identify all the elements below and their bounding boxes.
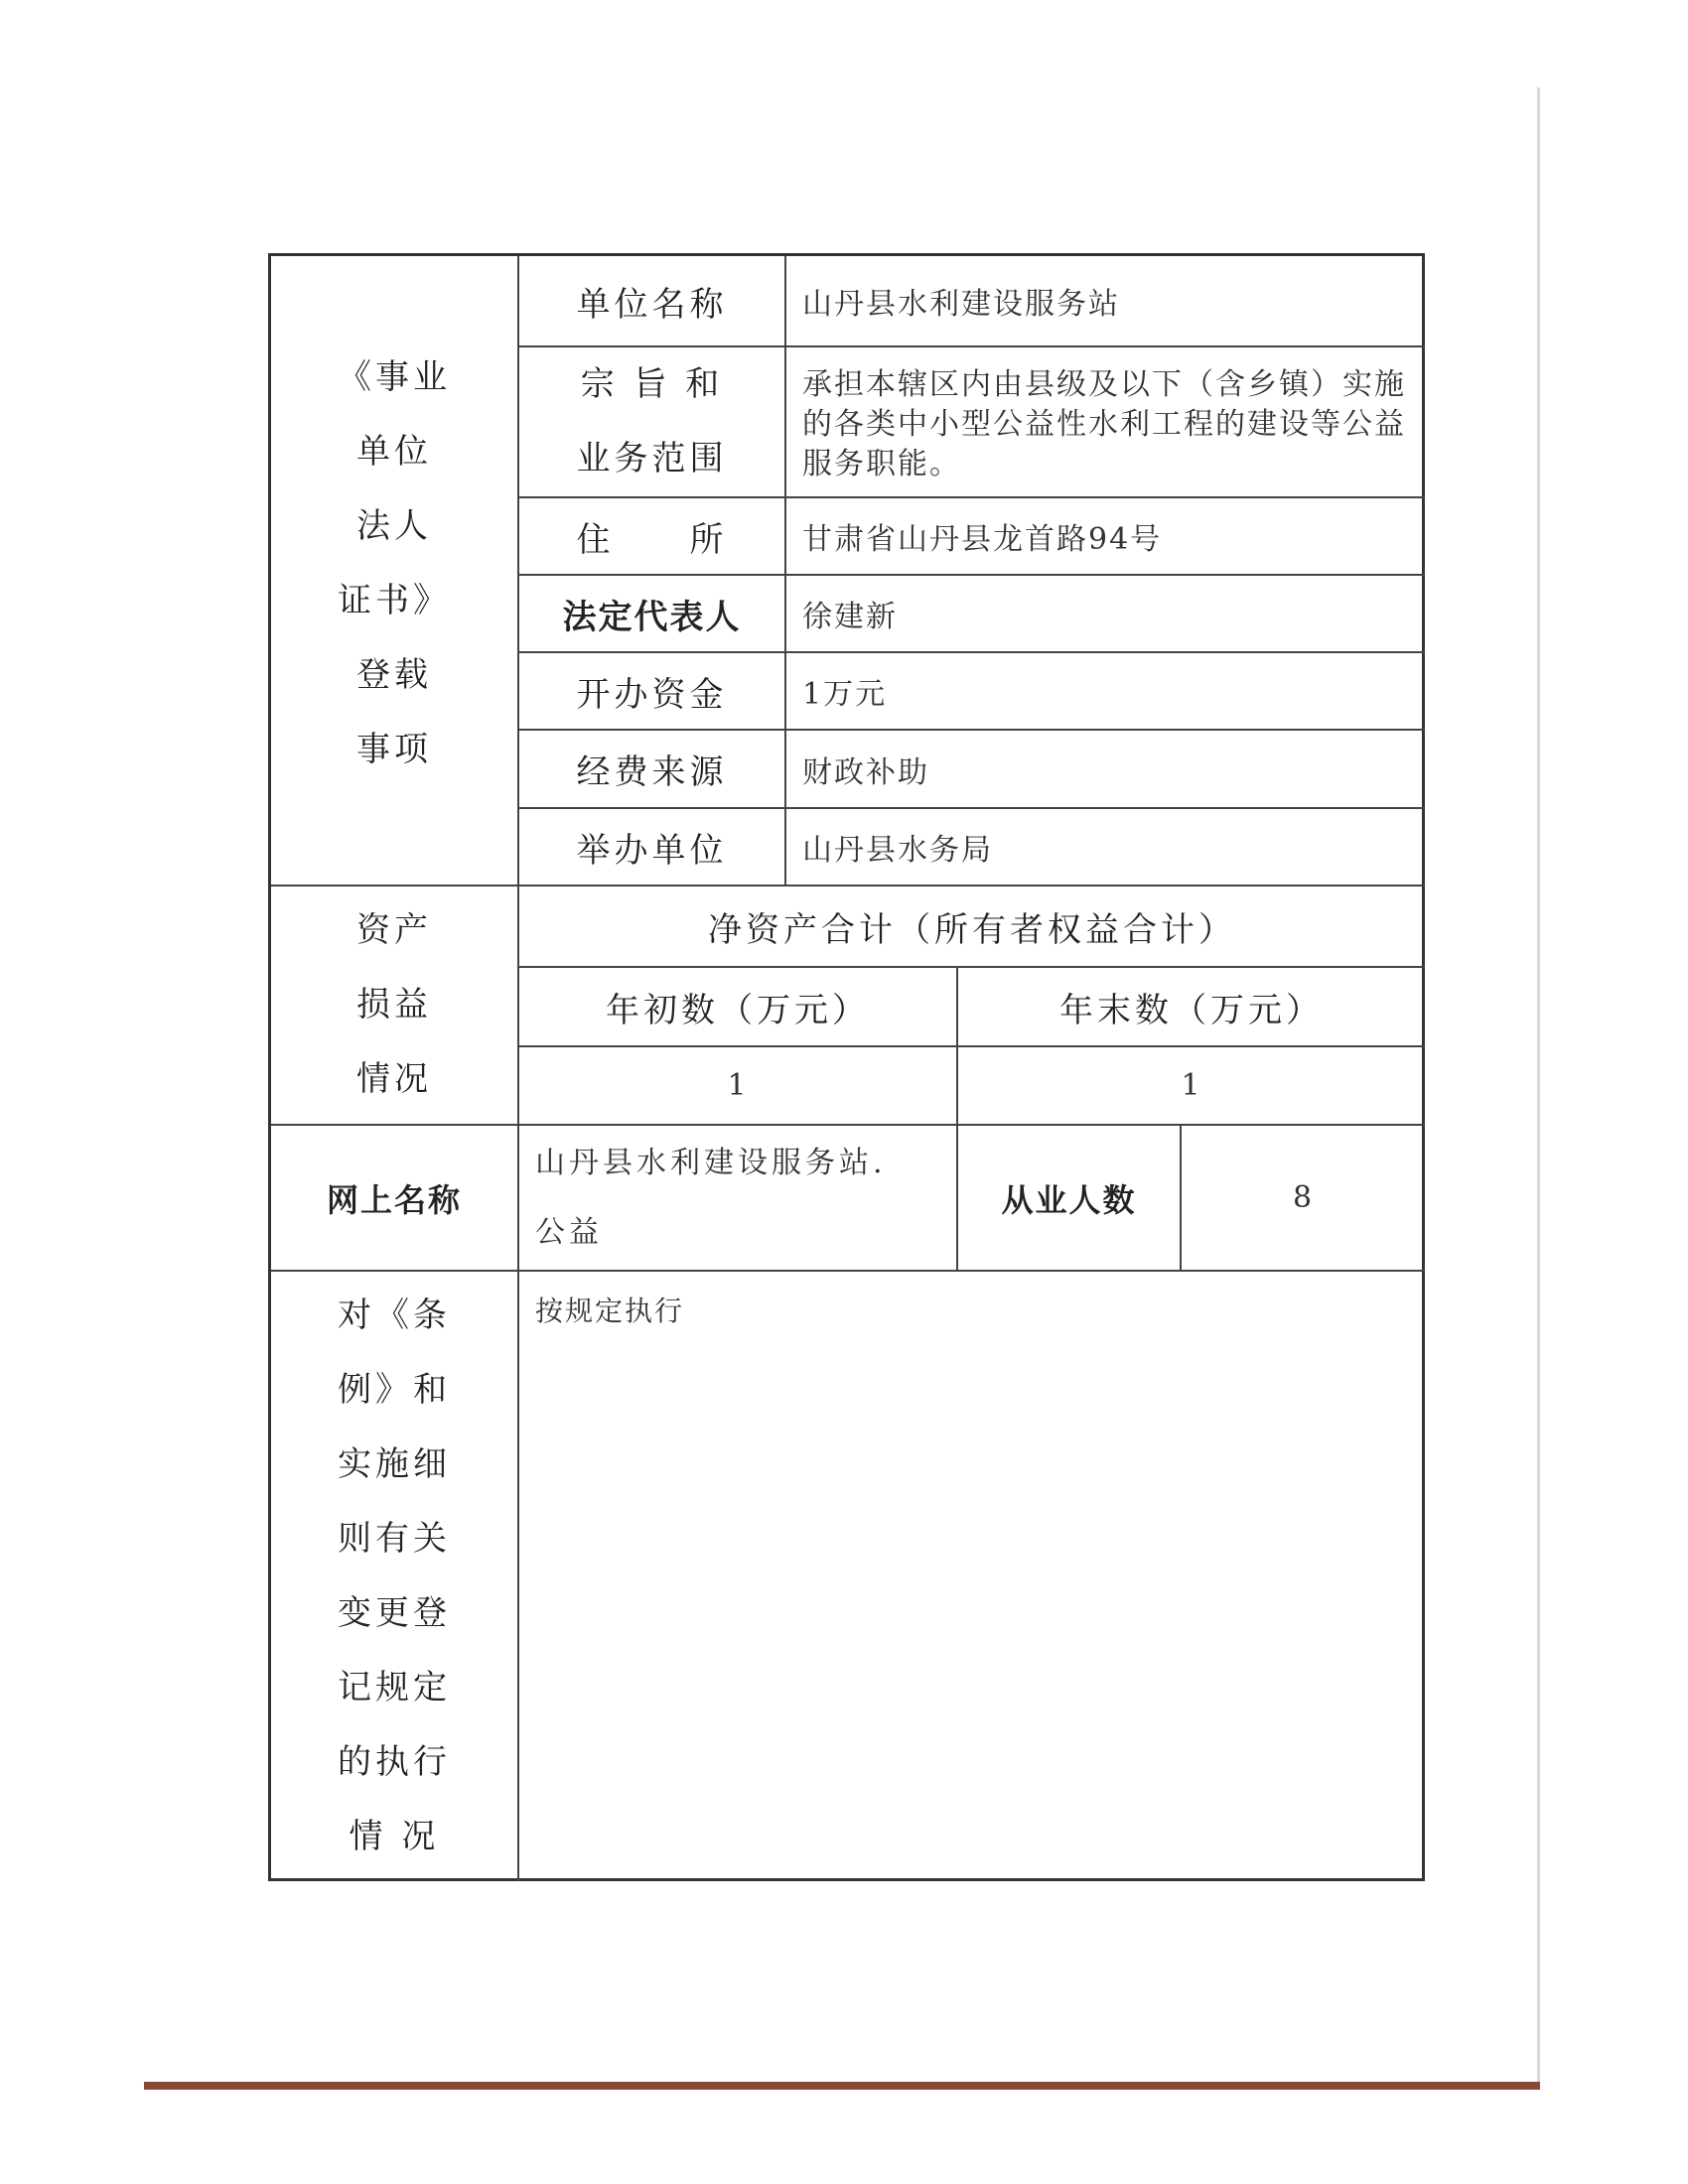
online-name-line: 公益 [535, 1214, 603, 1250]
section-label-line: 《事业 [338, 357, 451, 397]
section-label-line: 变更登 [338, 1593, 451, 1633]
online-name-line: 山丹县水利建设服务站. [535, 1145, 887, 1180]
sponsor-label: 举办单位 [576, 830, 728, 871]
section-label-line: 例》和 [338, 1370, 451, 1410]
unit-name-label: 单位名称 [576, 284, 728, 325]
section-label-line: 情 况 [349, 1817, 440, 1856]
net-assets-header: 净资产合计（所有者权益合计） [708, 909, 1236, 950]
staff-count-label: 从业人数 [1001, 1180, 1137, 1219]
section-label-line: 对《条 [338, 1296, 451, 1335]
address-value: 甘肃省山丹县龙首路94号 [802, 522, 1163, 557]
section-label-line: 登载 [356, 655, 432, 695]
page-bottom-edge [144, 2082, 1540, 2090]
end-year-value: 1 [1181, 1068, 1202, 1103]
purpose-value: 承担本辖区内由县级及以下（含乡镇）实施的各类中小型公益性水利工程的建设等公益服务职能。 [802, 367, 1406, 481]
section-label-line: 损益 [356, 985, 432, 1024]
staff-count-value: 8 [1292, 1180, 1315, 1215]
begin-year-value: 1 [727, 1068, 749, 1103]
registration-form-table [268, 253, 1425, 1881]
funding-source-label: 经费来源 [576, 752, 728, 792]
address-label: 住 所 [576, 519, 728, 560]
begin-year-header: 年初数（万元） [606, 990, 870, 1030]
section-label-line: 实施细 [338, 1444, 451, 1484]
online-name-value [519, 1126, 956, 1270]
section-label-line: 记规定 [338, 1668, 451, 1707]
section-label-line: 则有关 [338, 1519, 451, 1559]
assets-section-label [271, 887, 517, 1124]
regulation-execution-value: 按规定执行 [535, 1295, 685, 1327]
legal-representative-label: 法定代表人 [562, 597, 742, 637]
capital-value: 1万元 [802, 677, 888, 712]
section-label-line: 证书》 [338, 581, 451, 620]
legal-representative-value: 徐建新 [802, 600, 898, 634]
section-label-line: 单位 [356, 432, 432, 472]
registration-section-label [271, 306, 517, 822]
section-label-line: 资产 [356, 910, 432, 950]
page-edge-shadow [1537, 87, 1540, 2085]
section-label-line: 法人 [356, 506, 432, 546]
online-name-label: 网上名称 [326, 1180, 462, 1219]
end-year-header: 年末数（万元） [1059, 990, 1324, 1030]
unit-name-value: 山丹县水利建设服务站 [802, 287, 1120, 322]
funding-source-value: 财政补助 [802, 754, 929, 790]
section-label-line: 情况 [356, 1059, 432, 1099]
purpose-label-line: 业务范围 [576, 439, 728, 478]
section-label-line: 的执行 [338, 1742, 451, 1782]
purpose-label-line: 宗 旨 和 [580, 364, 724, 404]
sponsor-value: 山丹县水务局 [802, 833, 993, 868]
regulation-section-label [271, 1272, 517, 1881]
section-label-line: 事项 [356, 730, 432, 769]
purpose-label [519, 347, 784, 496]
capital-label: 开办资金 [576, 674, 728, 715]
